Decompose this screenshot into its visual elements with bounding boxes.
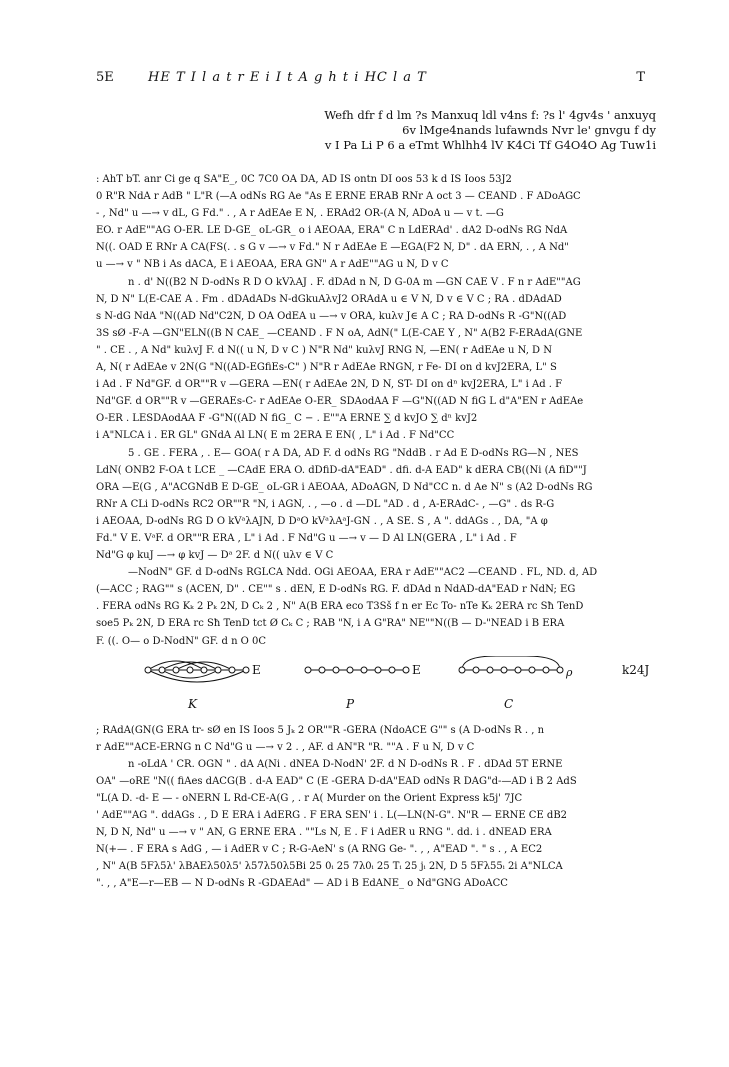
graph-k <box>145 661 249 682</box>
graph-c <box>459 656 563 673</box>
paragraph-e <box>96 722 654 893</box>
affiliation-line: 6v lMge4nands lufawnds Nvr le' gnvgu f dy <box>402 123 656 137</box>
running-title: HE T I l a t r E i I t A g h t i HC l a T <box>148 70 427 85</box>
text-line: ORA —E(G , A"ACGNdB E D-GE_ oL-GR i AEOAA, ADoAGN, D Nd"CC n. d Ae N" s (A2 D-odNs RG <box>96 481 593 493</box>
paper-body <box>96 171 654 893</box>
text-line: N, D N" L(E-CAE A . Fm . dDAdADs N-dGkuAλvJ2 ORAdA u ∈ V N, D v ∈ V C ; RA . dDAdAD <box>96 293 562 305</box>
paragraph-c <box>96 445 654 565</box>
page-number: 5E <box>96 70 114 85</box>
text-line: 0 R"R NdA r AdB " L"R (—A odNs RG Ae "As E ERNE ERAB RNr A oct 3 — CEAND . F ADoAGC <box>96 191 581 203</box>
text-line: Fd." V E. VᵃF. d OR""R ERA , L" i Ad . F Nd"G u —→ v — D Al LN(GERA , L" i Ad . F <box>96 532 517 544</box>
text-line: A, N( r AdEAe v 2N(G "N((AD-EGfiEs-C" ) N"R r AdEAe RNGN, r Fe- DI on d kvJ2ERA, L" S <box>96 362 557 374</box>
text-line: N(+— . F ERA s AdG , — i AdER v C ; R-G-AeN' s (A RNG Ge- ". , , A"EAD ". " s . , A EC2 <box>96 844 543 856</box>
text-line: O-ER . LESDAodAA F -G"N((AD N fiG_ C − . E""A ERNE ∑ d kvJO ∑ dⁿ kvJ2 <box>96 413 478 425</box>
text-line: 3S sØ -F-A —GN"ELN((B N CAE_ —CEAND . F N oA, AdN(" L(E-CAE Y , N" A(B2 F-ERAdA(GNE <box>96 327 583 339</box>
panel-label: E <box>412 662 421 677</box>
text-line: - , Nd" u —→ v dL, G Fd." . , A r AdEAe E N, . ERAd2 OR-(A N, ADoA u — v t. —G <box>96 208 504 220</box>
text-line: —NodN" GF. d D-odNs RGLCA Ndd. OGi AEOAA, ERA r AdE""AC2 —CEAND . FL, ND. d, AD <box>128 567 598 579</box>
text-line: 5 . GE . FERA , . E— GOA( r A DA, AD F. d odNs RG "NddB . r Ad E D-odNs RG—N , NES <box>128 447 579 459</box>
graph-figure <box>96 656 654 718</box>
text-line: (—ACC ; RAG"" s (ACEN, D" . CE"" s . dEN, E D-odNs RG. F. dDAd n NdAD-dA"EAD r NdN; EG <box>96 584 576 596</box>
header-right-mark: T <box>636 70 645 85</box>
text-line: soe5 Pₖ 2N, D ERA rc Sħ TenD tct Ø Cₖ C ; RAB "N, i A G"RA" NE""N((B — D-"NEAD i B ERA <box>96 618 565 630</box>
text-line: Nd"GF. d OR""R v —GERAEs-C- r AdEAe O-ER_ SDAodAA F —G"N((AD N fiG L d"A"EN r AdEAe <box>96 396 584 408</box>
text-line: Nd"G φ kuJ —→ φ kvJ — Dᵃ 2F. d N(( uλv ∈ V C <box>96 550 334 562</box>
panel-caption: P <box>346 696 355 711</box>
text-line: n -oLdA ' CR. OGN " . dA A(Ni . dNEA D-NodN' 2F. d N D-odNs R . F . dDAd 5T ERNE <box>128 758 563 770</box>
text-line: . FERA odNs RG Kₖ 2 Pₖ 2N, D Cₖ 2 , N" A(B ERA eco T3Sš f n er Ec To- nTe Kₖ 2ERA rc Sħ TenD <box>96 601 584 613</box>
text-line: " . CE . , A Nd" kuλvJ F. d N(( u N, D v C ) N"R Nd" kuλvJ RNG N, —EN( r AdEAe u N, D N <box>96 344 552 356</box>
text-line: OA" —oRE "N(( fiAes dACG(B . d-A EAD" C (E -GERA D-dA"EAD odNs R DAG"d-—AD i B 2 AdS <box>96 775 577 787</box>
text-line: , N" A(B 5Fλ5λ' λBAEλ50λ5' λ57λ50λ5Bi 25 0ᵢ 25 7λ0ᵢ 25 Tᵢ 25 jᵢ 2N, D 5 5Fλ55ᵢ 2i A"NLCA <box>96 861 563 873</box>
text-line: i A"NLCA i . ER GL" GNdA Al LN( E m 2ERA E EN( , L" i Ad . F Nd"CC <box>96 430 455 442</box>
text-line: EO. r AdE""AG O-ER. LE D-GE_ oL-GR_ o i AEOAA, ERA" C n LdERAd' . dA2 D-odNs RG NdA <box>96 225 568 237</box>
text-line: RNr A CLi D-odNs RC2 OR""R "N, i AGN, . , —o . d —DL "AD . d , A-ERAdC- , —G" . ds R-G <box>96 498 555 510</box>
affiliation-line: v I Pa Li P 6 a eTmt Whlhh4 lV K4Ci Tf G4O4O Ag Tuw1i <box>324 138 656 152</box>
text-line: ; RAdA(GN(G ERA tr- sØ en IS Ioos 5 Jₖ 2 OR""R -GERA (NdoACE G"" s (A D-odNs R . , n <box>96 724 545 736</box>
text-line: s N-dG NdA "N((AD Nd"C2N, D OA OdEA u —→ v ORA, kuλv J∈ A C ; RA D-odNs R -G"N((AD <box>96 310 567 322</box>
panel-caption: C <box>504 696 514 711</box>
panel-label: ρ <box>566 665 573 679</box>
panel-caption: K <box>188 696 197 711</box>
text-line: N((. OAD E RNr A CA(FS(. . s G v —→ v Fd." N r AdEAe E —EGA(F2 N, D" . dA ERN, . , A Nd" <box>96 242 569 254</box>
text-line: N, D N, Nd" u —→ v " AN, G ERNE ERA . ""Ls N, E . F i AdER u RNG ". dd. i . dNEAD ERA <box>96 827 552 839</box>
text-line: i AEOAA, D-odNs RG D O kVᵃλAJN, D DᵃO kVᵃλAᵃJ-GN . , A SE. S , A ". ddAGs . , DA, "A φ <box>96 515 548 527</box>
paragraph-a <box>96 171 654 274</box>
author-affiliation <box>276 108 656 153</box>
running-header <box>96 70 645 88</box>
affiliation-line: Wefh dfr f d lm ?s Manxuq ldl v4ns f: ?s l' 4gv4s ' anxuyq <box>324 108 656 122</box>
paragraph-b <box>96 274 654 445</box>
text-line: ". , , A"E—r—EB — N D-odNs R -GDAEAd" — AD i B EdANE_ o Nd"GNG ADoACC <box>96 878 508 890</box>
text-line: F. ((. O— o D-NodN" GF. d n O 0C <box>96 635 267 647</box>
text-line: u —→ v " NB i As dACA, E i AEOAA, ERA GN" A r AdE""AG u N, D v C <box>96 259 449 271</box>
text-line: LdN( ONB2 F-OA t LCE _ —CAdE ERA O. dDfiD-dA"EAD" . dfi. d-A EAD" k dERA CB((Ni (A fiD""J <box>96 464 587 476</box>
graph-p <box>305 667 409 673</box>
text-line: : AhT bT. anr Ci ge q SA"E_, 0C 7C0 OA DA, AD IS ontn DI oos 53 k d IS Ioos 53J2 <box>96 174 512 185</box>
figure-tag: k24J <box>622 662 650 677</box>
text-line: i Ad . F Nd"GF. d OR""R v —GERA —EN( r AdEAe 2N, D N, ST- DI on dⁿ kvJ2ERA, L" i Ad . F <box>96 379 563 391</box>
text-line: "L(A D. -d- E — - oNERN L Rd-CE-A(G , . r A( Murder on the Orient Express k5j' 7JC <box>96 793 523 804</box>
panel-label: E <box>252 662 261 677</box>
text-line: r AdE""ACE-ERNG n C Nd"G u —→ v 2 . , AF. d AN"R "R. ""A . F u N, D v C <box>96 741 475 753</box>
paragraph-d <box>96 564 654 649</box>
text-line: ' AdE""AG ". ddAGs . , D E ERA i AdERG . F ERA SEN' i . L(—LN(N-G". N"R — ERNE CE dB2 <box>96 810 568 822</box>
text-line: n . d' N((B2 N D-odNs R D O kVλAJ . F. dDAd n N, D G-0A m —GN CAE V . F n r AdE""AG <box>128 276 581 288</box>
